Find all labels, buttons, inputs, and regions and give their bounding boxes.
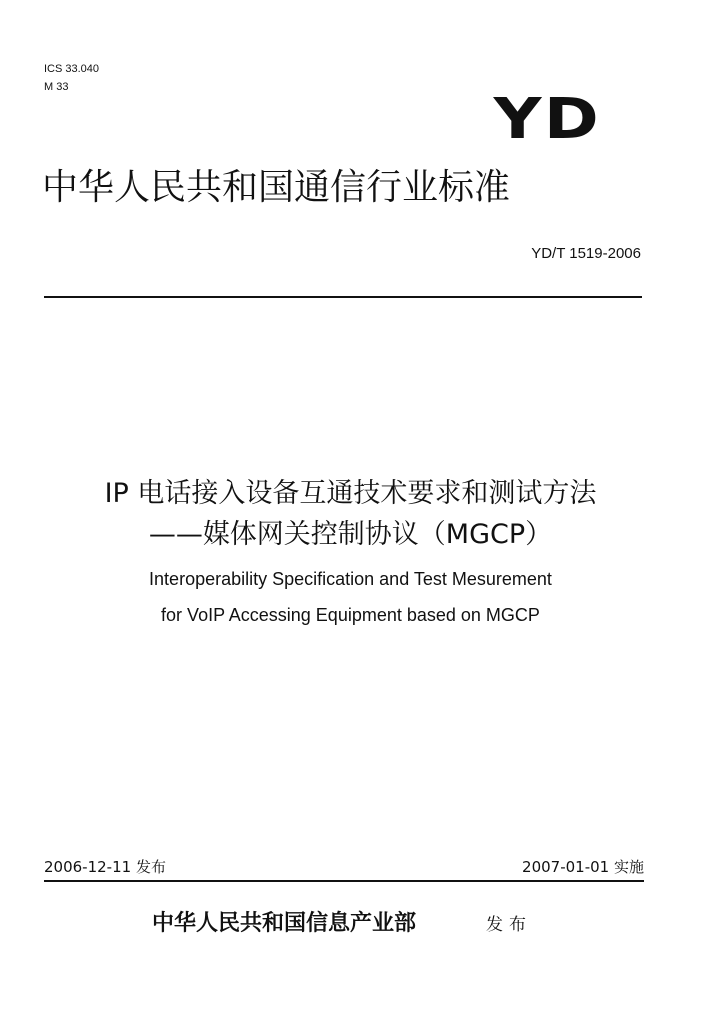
- title-english-line-2: for VoIP Accessing Equipment based on MGCP: [161, 605, 540, 625]
- ccs-code: M 33: [44, 81, 69, 93]
- standard-category-title: 中华人民共和国通信行业标准: [42, 167, 511, 208]
- issue-action: 发布: [486, 915, 532, 935]
- standard-number: YD/T 1519-2006: [531, 245, 641, 262]
- title-chinese-line-2: ——媒体网关控制协议（MGCP）: [148, 519, 553, 550]
- yd-logo: YD: [493, 87, 601, 152]
- bottom-divider: [44, 880, 644, 882]
- title-english-line-1: Interoperability Specification and Test Mesurement: [149, 569, 552, 589]
- implementation-date: 2007-01-01 实施: [522, 858, 644, 876]
- issuing-authority: 中华人民共和国信息产业部: [152, 910, 417, 936]
- ics-code: ICS 33.040: [44, 63, 100, 75]
- title-chinese-line-1: IP 电话接入设备互通技术要求和测试方法: [104, 478, 597, 509]
- issue-date: 2006-12-11 发布: [44, 858, 166, 876]
- top-divider: [44, 296, 642, 298]
